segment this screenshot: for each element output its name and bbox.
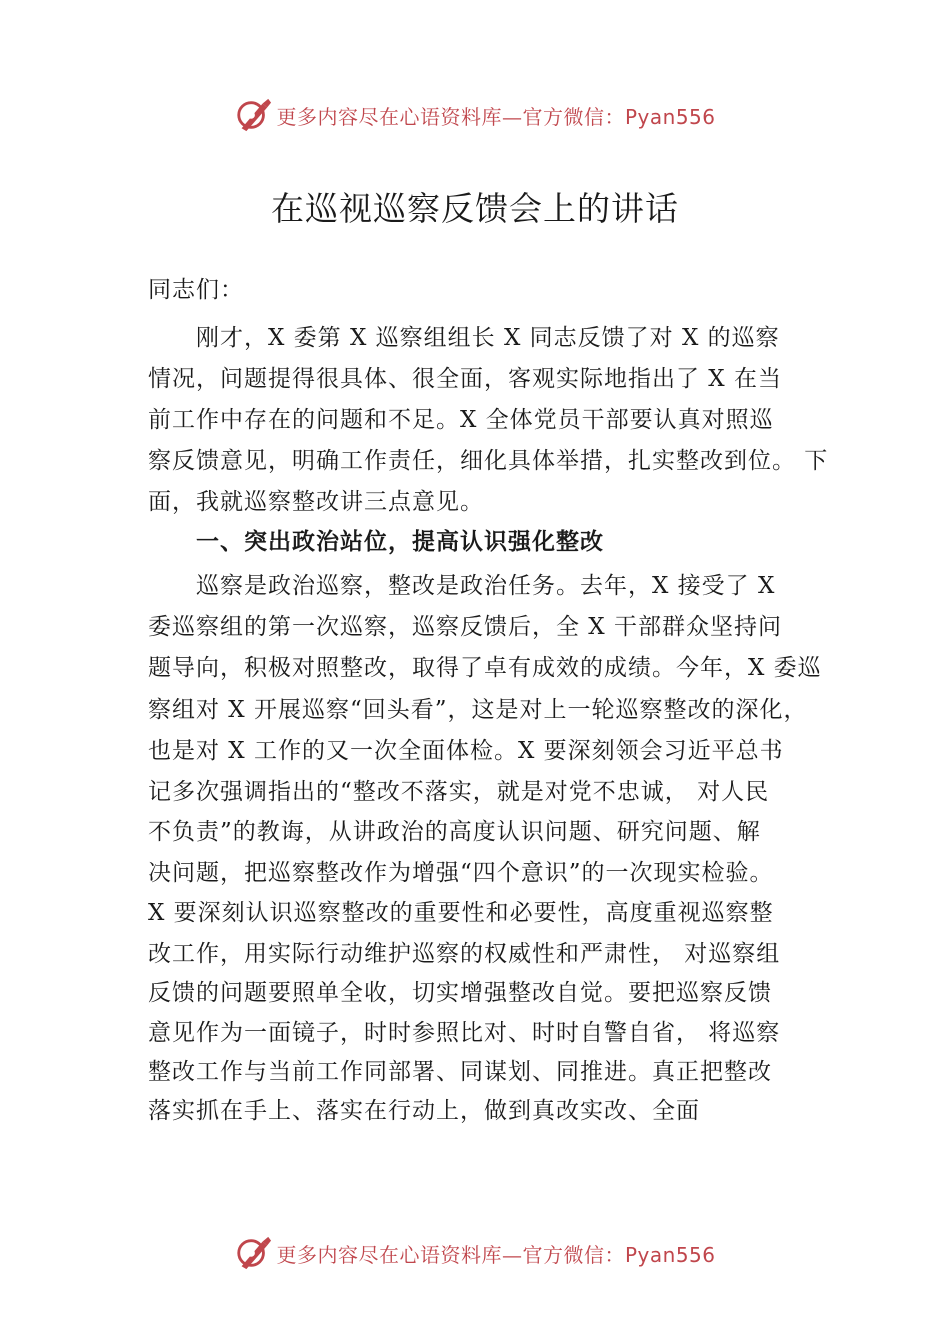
paragraph-line: 情况，问题提得很具体、很全面，客观实际地指出了 X 在当 [148, 366, 782, 392]
pen-logo-icon [234, 96, 272, 134]
pen-logo-icon [234, 1234, 272, 1272]
paragraph-line: 刚才，X 委第 X 巡察组组长 X 同志反馈了对 X 的巡察 [196, 325, 780, 351]
paragraph-line: 落实抓在手上、落实在行动上，做到真改实改、全面 [148, 1098, 700, 1124]
watermark-banner-bottom [0, 1233, 950, 1273]
paragraph-line: 题导向，积极对照整改，取得了卓有成效的成绩。今年，X 委巡 [148, 655, 822, 681]
paragraph-line: 面，我就巡察整改讲三点意见。 [148, 489, 484, 515]
paragraph-line: 记多次强调指出的“整改不落实，就是对党不忠诚， 对人民 [148, 779, 770, 805]
watermark-text: 更多内容尽在心语资料库—官方微信：Pyan556 [276, 1242, 716, 1267]
watermark-text: 更多内容尽在心语资料库—官方微信：Pyan556 [276, 104, 716, 129]
paragraph-line: 不负责”的教诲，从讲政治的高度认识问题、研究问题、解 [148, 819, 761, 845]
paragraph-line: 委巡察组的第一次巡察，巡察反馈后，全 X 干部群众坚持问 [148, 614, 782, 640]
paragraph-line: 前工作中存在的问题和不足。X 全体党员干部要认真对照巡 [148, 407, 774, 433]
paragraph-line: 整改工作与当前工作同部署、同谋划、同推进。真正把整改 [148, 1059, 772, 1085]
paragraph-line: X 要深刻认识巡察整改的重要性和必要性，高度重视巡察整 [148, 900, 774, 926]
salutation: 同志们： [148, 277, 244, 303]
paragraph-line: 察组对 X 开展巡察“回头看”，这是对上一轮巡察整改的深化， [148, 697, 808, 723]
paragraph-line: 决问题，把巡察整改作为增强“四个意识”的一次现实检验。 [148, 860, 774, 886]
document-title: 在巡视巡察反馈会上的讲话 [271, 189, 679, 228]
paragraph-line: 反馈的问题要照单全收，切实增强整改自觉。要把巡察反馈 [148, 980, 772, 1006]
section-heading: 一、突出政治站位，提高认识强化整改 [196, 529, 604, 555]
watermark-wechat-id: Pyan556 [624, 104, 716, 129]
paragraph-line: 察反馈意见，明确工作责任，细化具体举措，扎实整改到位。 下 [148, 448, 829, 474]
paragraph-line: 改工作，用实际行动维护巡察的权威性和严肃性， 对巡察组 [148, 941, 781, 967]
watermark-wechat-id: Pyan556 [624, 1242, 716, 1267]
paragraph-line: 巡察是政治巡察，整改是政治任务。去年，X 接受了 X [196, 573, 776, 599]
paragraph-line: 也是对 X 工作的又一次全面体检。X 要深刻领会习近平总书 [148, 738, 784, 764]
watermark-banner-top [0, 95, 950, 135]
paragraph-line: 意见作为一面镜子，时时参照比对、时时自警自省， 将巡察 [148, 1020, 781, 1046]
